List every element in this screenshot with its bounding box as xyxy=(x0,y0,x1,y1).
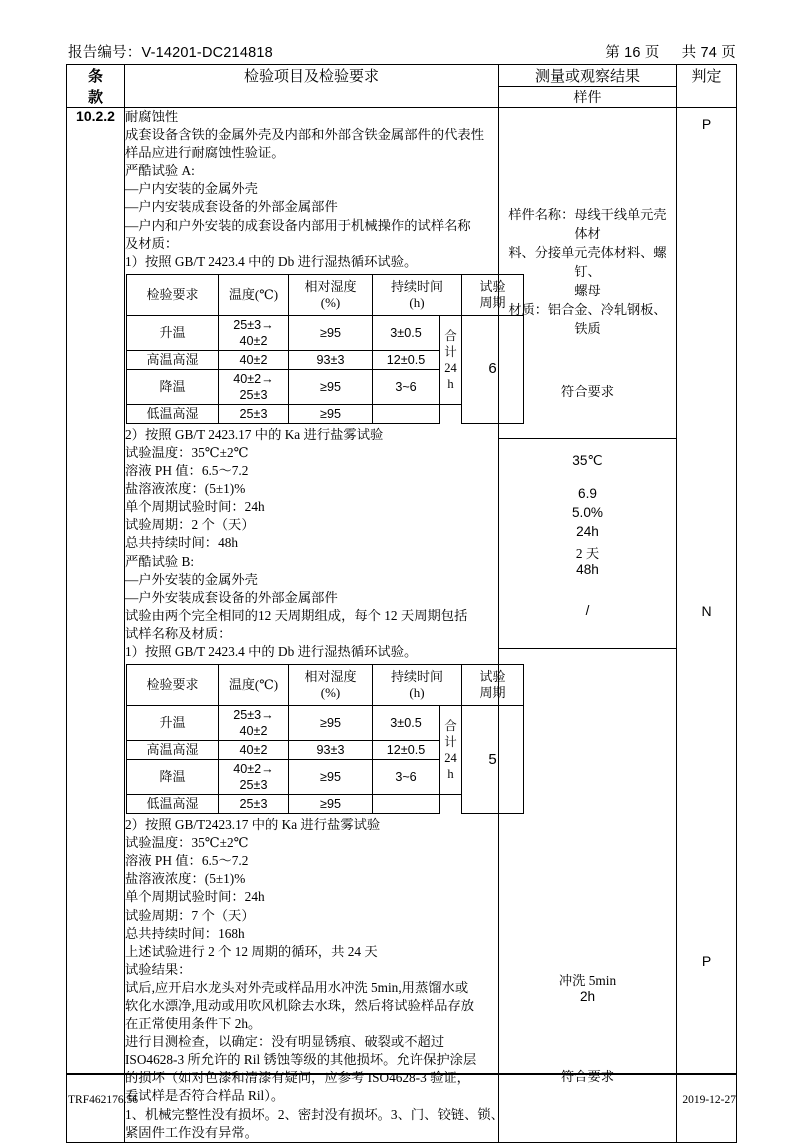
severity-a-item-1: —户内安装的金属外壳 xyxy=(125,181,258,197)
page-footer xyxy=(68,1094,736,1106)
cond-cell-total: 合计 24 h xyxy=(440,706,462,795)
cond-header-cycles: 试验 周期 xyxy=(462,274,524,315)
cond-cell-duration xyxy=(373,404,440,423)
result-severity-b: / xyxy=(585,603,590,618)
cond-cell-requirement: 降温 xyxy=(127,369,219,404)
report-number-label: 报告编号： xyxy=(68,45,142,61)
cond-cell-requirement: 低温高湿 xyxy=(127,404,219,423)
test-result-line-7: 看试样是否符合样品 Ril）。 xyxy=(125,1088,285,1104)
test-result-line-2: 软化水漂净,甩动或用吹风机除去水珠，然后将试验样品存放 xyxy=(125,998,475,1013)
cond-cell-temperature: 40±2 xyxy=(219,741,289,760)
cond-header-row xyxy=(127,665,524,706)
severity-b-note: 上述试验进行 2 个 12 周期的循环，共 24 天 xyxy=(125,943,378,959)
report-date: 2019-12-27 xyxy=(682,1094,736,1106)
result-salt-cycles: 2 天 xyxy=(575,546,600,561)
cond-cell-humidity: 93±3 xyxy=(289,741,373,760)
cond-cell-cycles: 6 xyxy=(462,315,524,423)
cond-cell-requirement: 降温 xyxy=(127,760,219,795)
test-result-line-8: 1、机械完整性没有损坏。2、密封没有损坏。3、门、铰链、锁、 xyxy=(125,1106,504,1122)
cond-row xyxy=(127,706,524,741)
cond-row xyxy=(127,315,524,350)
severity-a-step-2: 2）按照 GB/T 2423.17 中的 Ka 进行盐雾试验 xyxy=(125,426,384,442)
verdict-cell xyxy=(677,108,737,1143)
cond-cell-total: 合计 24 h xyxy=(440,315,462,404)
column-header-result xyxy=(499,65,677,108)
test-result-line-1: 试后,应开启水龙头对外壳或样品用水冲洗 5min,用蒸馏水或 xyxy=(125,979,469,995)
severity-b-item-1: —户外安装的金属外壳 xyxy=(125,571,258,587)
cond-cell-temperature: 25±3→ 40±2 xyxy=(219,315,289,350)
cond-cell-humidity: ≥95 xyxy=(289,315,373,350)
humidity-cycle-table-b xyxy=(126,664,524,814)
cond-cell-duration: 12±0.5 xyxy=(373,350,440,369)
sample-material: 材质：铝合金、冷轧钢板、铁质 xyxy=(508,302,667,336)
cond-header-humidity: 相对湿度 (%) xyxy=(289,274,373,315)
table-row xyxy=(67,108,737,1143)
page-header xyxy=(68,40,736,62)
severity-b-single-cycle-time: 单个周期试验时间：24h xyxy=(125,889,265,905)
severity-a-title: 严酷试验 A: xyxy=(125,163,195,179)
requirement-title: 耐腐蚀性 xyxy=(125,109,179,124)
severity-b-ph: 溶液 PH 值：6.5～7.2 xyxy=(125,853,249,869)
column-header-result-sub: 样件 xyxy=(573,91,602,106)
result-rinse: 冲洗 5min xyxy=(558,973,617,988)
test-result-line-6: 的损坏（如对色漆和清漆有疑问，应参考 ISO4628-3 验证， xyxy=(125,1070,470,1086)
cond-header-temperature: 温度(℃) xyxy=(219,665,289,706)
cond-cell-temperature: 40±2→ 25±3 xyxy=(219,369,289,404)
cond-cell-requirement: 高温高湿 xyxy=(127,350,219,369)
severity-b-step-2: 2）按照 GB/T2423.17 中的 Ka 进行盐雾试验 xyxy=(125,817,381,833)
severity-b-item-4: 试样名称及材质： xyxy=(125,625,232,641)
column-header-verdict: 判定 xyxy=(677,65,737,108)
severity-b-concentration: 盐溶液浓度：(5±1)% xyxy=(125,871,246,887)
cond-cell-humidity: 93±3 xyxy=(289,350,373,369)
cond-cell-duration: 3±0.5 xyxy=(373,315,440,350)
column-header-clause: 条 款 xyxy=(67,65,125,108)
cond-cell-humidity: ≥95 xyxy=(289,706,373,741)
cond-cell-humidity: ≥95 xyxy=(289,369,373,404)
cond-cell-temperature: 40±2→ 25±3 xyxy=(219,760,289,795)
severity-b-item-2: —户外安装成套设备的外部金属部件 xyxy=(125,589,338,605)
cond-cell-duration: 3~6 xyxy=(373,760,440,795)
cond-header-row xyxy=(127,274,524,315)
severity-b-step-1: 1）按照 GB/T 2423.4 中的 Db 进行湿热循环试验。 xyxy=(125,643,418,659)
cond-cell-duration: 3~6 xyxy=(373,369,440,404)
severity-b-title: 严酷试验 B: xyxy=(125,553,195,569)
result-store-time: 2h xyxy=(579,989,596,1004)
humidity-cycle-table-a xyxy=(126,274,524,424)
result-salt-concentration: 5.0% xyxy=(572,505,603,520)
severity-a-item-2: —户内安装成套设备的外部金属部件 xyxy=(125,199,338,215)
sample-name-line-2: 料、分接单元壳体材料、螺钉、 xyxy=(508,245,667,279)
cond-cell-requirement: 低温高湿 xyxy=(127,795,219,814)
severity-b-item-3: 试验由两个完全相同的12 天周期组成，每个 12 天周期包括 xyxy=(125,607,468,623)
cond-cell-humidity: ≥95 xyxy=(289,760,373,795)
cond-cell-requirement: 高温高湿 xyxy=(127,741,219,760)
severity-a-temperature: 试验温度：35℃±2℃ xyxy=(125,444,249,460)
column-header-result-title: 测量或观察结果 xyxy=(499,65,676,87)
result-divider xyxy=(499,438,676,439)
sample-name-line-1: 样件名称：母线干线单元壳体材 xyxy=(508,207,667,241)
test-result-line-5: ISO4628-3 所允许的 Ril 锈蚀等级的其他损坏。允许保护涂层 xyxy=(125,1052,477,1068)
severity-a-item-3: —户内和户外安装的成套设备内部用于机械操作的试样名称 xyxy=(125,217,471,233)
report-number xyxy=(68,41,273,62)
severity-a-item-4: 及材质： xyxy=(125,235,179,251)
result-salt-temperature: 35℃ xyxy=(572,453,603,468)
severity-a-step-1: 1）按照 GB/T 2423.4 中的 Db 进行湿热循环试验。 xyxy=(125,253,418,269)
page-numbering xyxy=(605,41,736,62)
severity-b-temperature: 试验温度：35℃±2℃ xyxy=(125,835,249,851)
severity-a-total-time: 总共持续时间：48h xyxy=(125,535,239,551)
cond-header-cycles: 试验 周期 xyxy=(462,665,524,706)
table-header-row xyxy=(67,65,737,108)
result-conform-a: 符合要求 xyxy=(560,384,615,399)
cond-cell-requirement: 升温 xyxy=(127,315,219,350)
test-result-line-3: 在正常使用条件下 2h。 xyxy=(125,1016,262,1032)
cond-cell-temperature: 25±3 xyxy=(219,404,289,423)
sample-info xyxy=(503,205,672,338)
cond-header-temperature: 温度(℃) xyxy=(219,274,289,315)
result-salt-single-cycle: 24h xyxy=(576,524,599,539)
requirement-cell xyxy=(125,108,506,1143)
cond-cell-duration xyxy=(373,795,440,814)
result-conform-final: 符合要求 xyxy=(560,1069,615,1084)
cond-cell-temperature: 25±3 xyxy=(219,795,289,814)
cond-cell-duration: 3±0.5 xyxy=(373,706,440,741)
severity-a-single-cycle-time: 单个周期试验时间：24h xyxy=(125,499,265,515)
clause-number: 10.2.2 xyxy=(67,108,125,1143)
page-current: 第 16 页 xyxy=(605,45,660,61)
cond-cell-temperature: 25±3→ 40±2 xyxy=(219,706,289,741)
result-salt-ph: 6.9 xyxy=(578,486,597,501)
cond-cell-duration: 12±0.5 xyxy=(373,741,440,760)
result-cell xyxy=(499,108,677,1143)
cond-header-duration: 持续时间 (h) xyxy=(373,665,462,706)
form-code: TRF462176.56 xyxy=(68,1094,138,1106)
cond-header-duration: 持续时间 (h) xyxy=(373,274,462,315)
cond-cell-requirement: 升温 xyxy=(127,706,219,741)
cond-header-requirement: 检验要求 xyxy=(127,665,219,706)
page-total: 共 74 页 xyxy=(681,45,736,61)
severity-a-cycles: 试验周期：2 个（天） xyxy=(125,517,255,533)
result-salt-total: 48h xyxy=(576,562,599,577)
cond-header-requirement: 检验要求 xyxy=(127,274,219,315)
cond-header-humidity: 相对湿度 (%) xyxy=(289,665,373,706)
cond-cell-humidity: ≥95 xyxy=(289,404,373,423)
requirement-intro-2: 样品应进行耐腐蚀性验证。 xyxy=(125,145,285,161)
severity-a-ph: 溶液 PH 值：6.5～7.2 xyxy=(125,463,249,479)
cond-cell-cycles: 5 xyxy=(462,706,524,814)
inspection-table xyxy=(66,64,737,1143)
sample-name-line-3: 螺母 xyxy=(574,283,601,298)
severity-b-total-time: 总共持续时间：168h xyxy=(125,925,245,941)
cond-cell-humidity: ≥95 xyxy=(289,795,373,814)
result-divider-2 xyxy=(499,648,676,649)
requirement-intro-1: 成套设备含铁的金属外壳及内部和外部含铁金属部件的代表性 xyxy=(125,127,485,143)
verdict-final: P xyxy=(701,953,712,969)
cond-cell-temperature: 40±2 xyxy=(219,350,289,369)
severity-a-concentration: 盐溶液浓度：(5±1)% xyxy=(125,481,246,497)
verdict-severity-a: P xyxy=(701,116,712,132)
verdict-severity-b: N xyxy=(701,603,712,619)
report-number-value: V-14201-DC214818 xyxy=(141,45,273,61)
test-result-line-4: 进行目测检查，以确定：没有明显锈痕、破裂或不超过 xyxy=(125,1034,445,1050)
table-bottom-rule xyxy=(66,1073,736,1075)
severity-b-cycles: 试验周期：7 个（天） xyxy=(125,907,255,923)
column-header-requirement: 检验项目及检验要求 xyxy=(125,65,499,108)
test-result-line-9: 紧固件工作没有异常。 xyxy=(125,1124,258,1140)
test-result-label: 试验结果： xyxy=(125,961,192,977)
